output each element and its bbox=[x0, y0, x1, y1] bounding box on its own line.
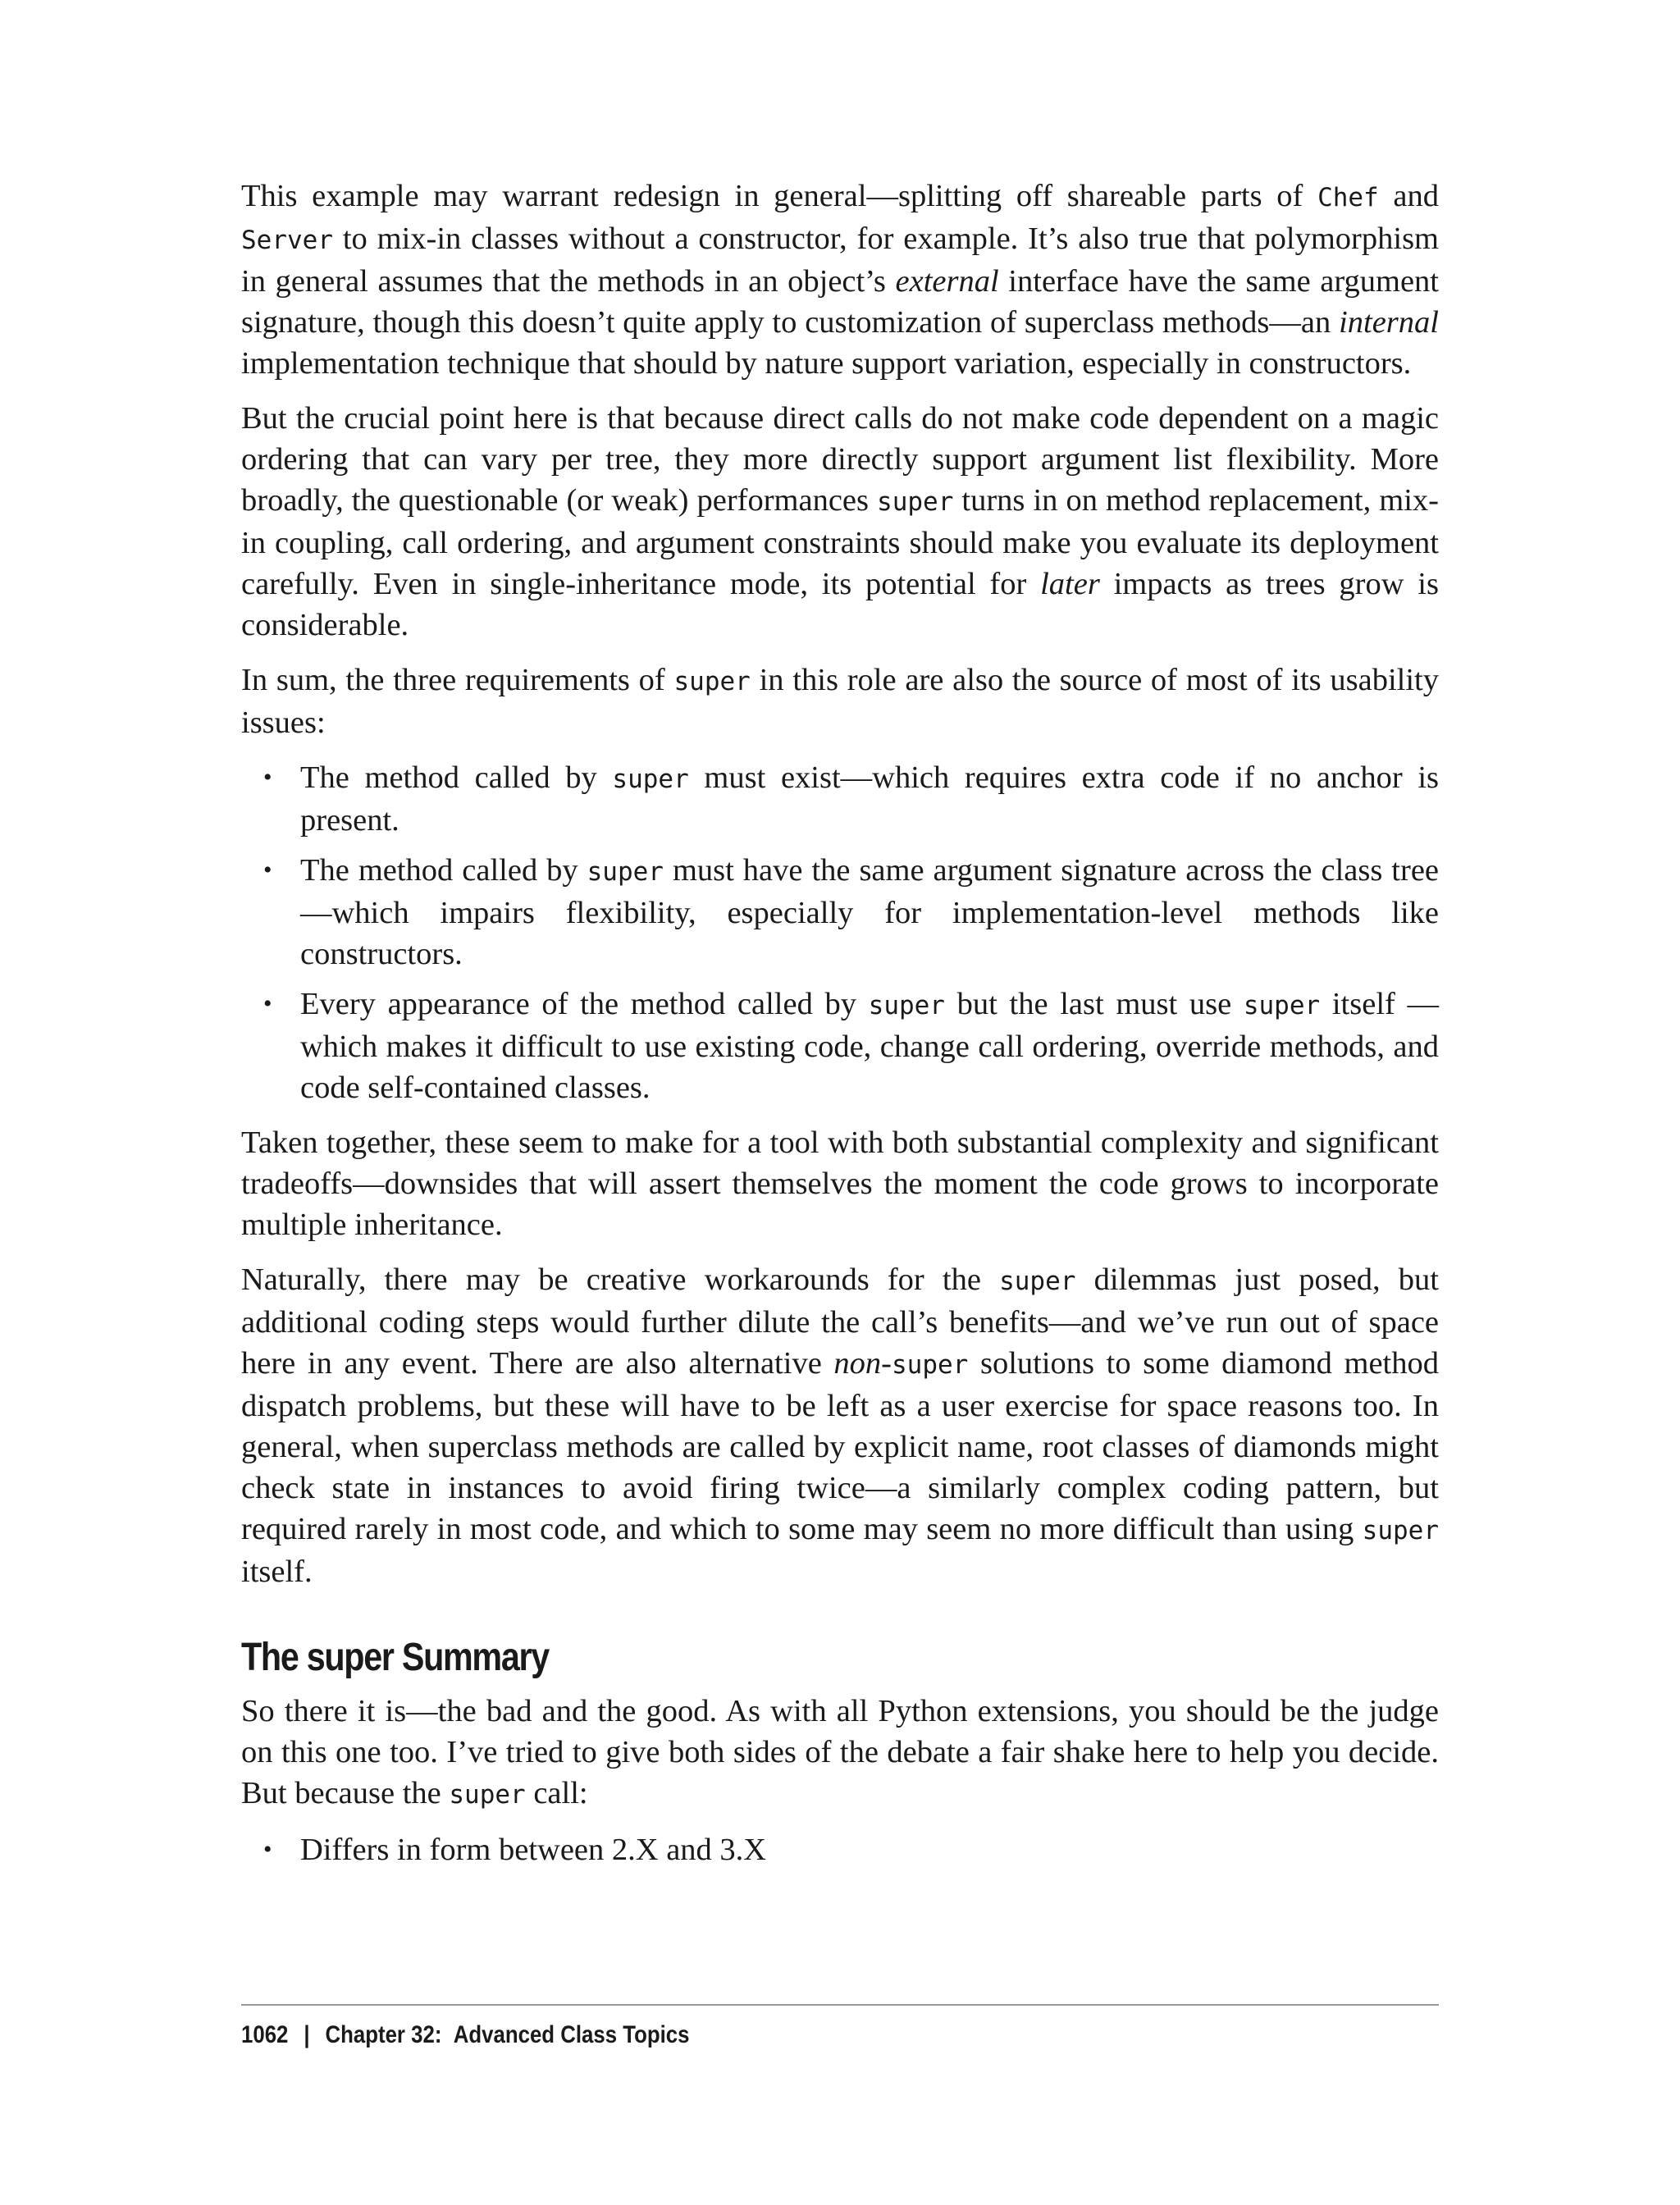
inline-code: super bbox=[892, 1350, 969, 1380]
text-run: implementation technique that should by nature support variation, especially in constructors. bbox=[241, 346, 1412, 381]
footer-divider bbox=[241, 2004, 1439, 2006]
chapter-label: Chapter 32: bbox=[325, 2021, 442, 2048]
inline-code: super bbox=[612, 765, 689, 794]
paragraph-2 bbox=[241, 398, 1439, 646]
text-run: must have the same argument signature across the class tree—which impairs flexibility, especially for implementation-level methods like constructors. bbox=[300, 853, 1439, 971]
text-run: impacts as trees grow is considerable. bbox=[241, 567, 1439, 642]
text-run: Differs in form between 2.X and 3.X bbox=[300, 1833, 767, 1867]
inline-code: super bbox=[868, 991, 945, 1020]
inline-code: Chef bbox=[1317, 183, 1379, 212]
text-run: Every appearance of the method called by bbox=[300, 987, 869, 1021]
bullet-icon: • bbox=[263, 856, 272, 883]
text-run: must exist—which requires extra code if no anchor is present. bbox=[300, 760, 1439, 838]
text-run: So there it is—the bad and the good. As with all Python extensions, you should be the judge on this one too. I’ve tried to give both sides of the debate a fair shake here to help you decide. But because the bbox=[241, 1694, 1439, 1810]
list-item bbox=[241, 757, 1439, 841]
text-run: In sum, the three requirements of bbox=[241, 663, 674, 697]
summary-list bbox=[241, 1829, 1439, 1870]
chapter-title: Advanced Class Topics bbox=[453, 2021, 690, 2048]
bullet-icon: • bbox=[263, 764, 272, 791]
page-number: 1062 bbox=[241, 2021, 289, 2048]
inline-code: super bbox=[1362, 1516, 1439, 1545]
inline-code: super bbox=[673, 667, 751, 696]
text-run: but the last must use bbox=[944, 987, 1244, 1021]
inline-code: super bbox=[587, 857, 664, 887]
page-body bbox=[241, 176, 1439, 1884]
bullet-icon: • bbox=[263, 1836, 272, 1863]
emphasis: internal bbox=[1339, 305, 1439, 340]
list-item bbox=[241, 1829, 1439, 1870]
requirements-list bbox=[241, 757, 1439, 1108]
paragraph-3 bbox=[241, 660, 1439, 743]
paragraph-1 bbox=[241, 176, 1439, 384]
text-run: interface have the same argument signature, though this doesn’t quite apply to customization of superclass methods—an bbox=[241, 264, 1439, 340]
paragraph-5 bbox=[241, 1259, 1439, 1592]
emphasis: non- bbox=[833, 1346, 892, 1381]
section-heading: The super Summary bbox=[241, 1636, 549, 1679]
inline-code: super bbox=[1243, 991, 1321, 1020]
list-item bbox=[241, 984, 1439, 1108]
text-run: in this role are also the source of most of its usability issues: bbox=[241, 663, 1439, 740]
paragraph-4: Taken together, these seem to make for a tool with both substantial complexity and significant tradeoffs—downsides that will assert themselves the moment the code grows to incorporate multiple inheritance. bbox=[241, 1125, 1439, 1242]
list-item bbox=[241, 850, 1439, 975]
paragraph-6 bbox=[241, 1691, 1439, 1815]
bullet-icon: • bbox=[263, 990, 272, 1017]
emphasis: later bbox=[1040, 567, 1100, 601]
text-run: But the crucial point here is that because direct calls do not make code dependent on a magic ordering that can vary per tree, they more directly support argument list flexibility. More broadly, the questionable (or weak) performances bbox=[241, 401, 1439, 518]
text-run: The method called by bbox=[300, 760, 613, 795]
text-run: This example may warrant redesign in general—splitting off shareable parts of bbox=[241, 179, 1318, 213]
text-run: itself —which makes it difficult to use existing code, change call ordering, override methods, and code self-contained classes. bbox=[300, 987, 1439, 1105]
inline-code: super bbox=[449, 1780, 526, 1810]
text-run: solutions to some diamond method dispatch problems, but these will have to be left as a user exercise for space reasons too. In general, when superclass methods are called by explicit name, root classes of diamonds might check state in instances to avoid firing twice—a similarly complex coding pattern, but required rarely in most code, and which to some may seem no more difficult than using bbox=[241, 1346, 1439, 1546]
footer-separator: | bbox=[304, 2021, 310, 2048]
text-run: call: bbox=[525, 1776, 588, 1810]
text-run: and bbox=[1378, 179, 1439, 213]
inline-code: Server bbox=[241, 226, 333, 255]
text-run: itself. bbox=[241, 1554, 313, 1589]
text-run: to mix-in classes without a constructor, for example. It’s also true that polymorphism in general assumes that the methods in an object’s bbox=[241, 221, 1439, 299]
text-run: dilemmas just posed, but additional coding steps would further dilute the call’s benefits—and we’ve run out of space here in any event. There are also alternative bbox=[241, 1262, 1440, 1381]
text-run: turns in on method replacement, mix-in coupling, call ordering, and argument constraints should make you evaluate its deployment carefully. Even in single-inheritance mode, its potential for bbox=[241, 483, 1439, 601]
page-footer bbox=[241, 2019, 689, 2052]
text-run: The method called by bbox=[300, 853, 587, 888]
emphasis: external bbox=[895, 264, 999, 299]
text-run: Naturally, there may be creative workarounds for the bbox=[241, 1262, 1000, 1297]
inline-code: super bbox=[877, 487, 954, 517]
inline-code: super bbox=[999, 1267, 1076, 1296]
